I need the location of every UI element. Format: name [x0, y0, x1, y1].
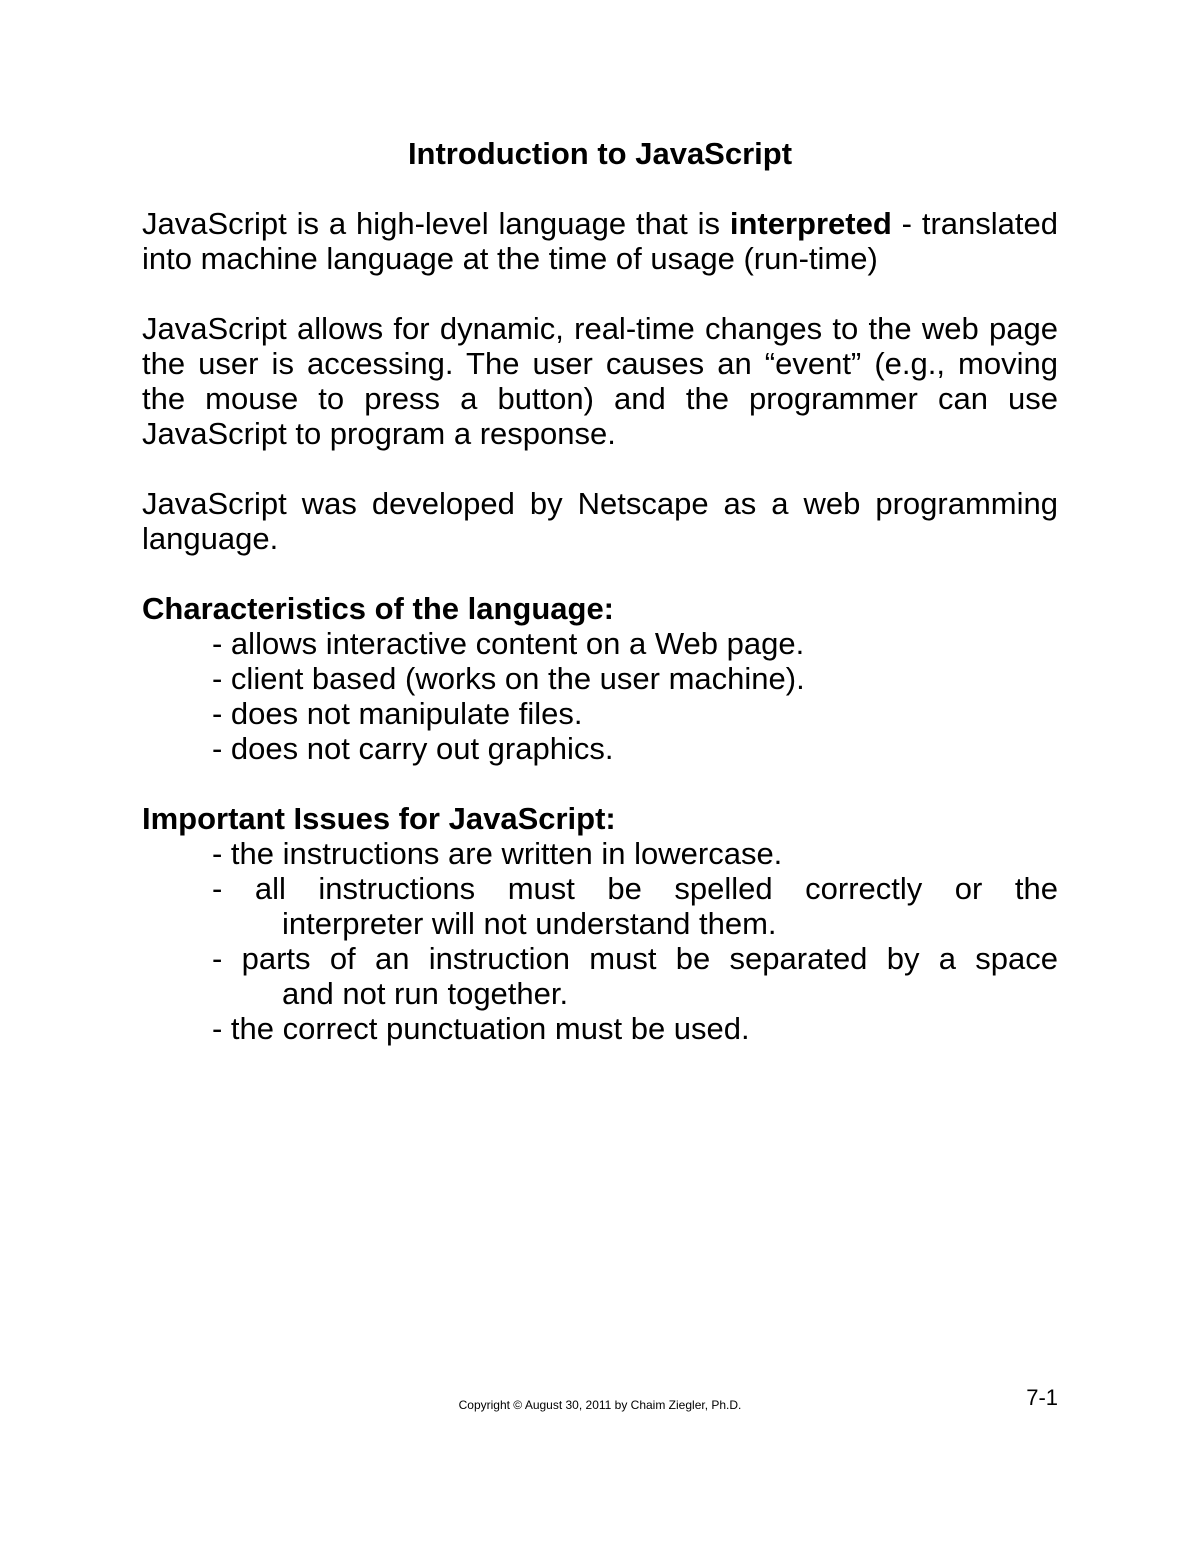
characteristics-list: [142, 626, 1058, 766]
list-item-text: - all instructions must be spelled correctly or the: [212, 871, 1058, 906]
copyright-notice: Copyright © August 30, 2011 by Chaim Ziegler, Ph.D.: [458, 1398, 742, 1412]
list-item: [142, 871, 1058, 941]
list-item: - allows interactive content on a Web page.: [212, 626, 805, 661]
page-title: Introduction to JavaScript: [407, 136, 793, 171]
list-item: - does not manipulate files.: [212, 696, 583, 731]
list-item-text: - parts of an instruction must be separated by a space: [212, 941, 1058, 976]
issues-list: [142, 836, 1058, 1046]
list-item: [142, 1011, 1058, 1046]
list-item: - client based (works on the user machine).: [212, 661, 805, 696]
paragraph-netscape: JavaScript was developed by Netscape as a web programming language.: [142, 486, 1058, 556]
paragraph-dynamic: JavaScript allows for dynamic, real-time changes to the web page the user is accessing. The user causes an “event” (e.g., moving the mouse to press a button) and the programmer can use JavaScript to program a response.: [142, 311, 1058, 451]
list-item-text: - the correct punctuation must be used.: [212, 1011, 750, 1046]
list-item-continuation: interpreter will not understand them.: [282, 906, 777, 941]
paragraph-interpreted-post: - translated into machine language at the time of usage (run-time): [142, 206, 1058, 276]
document-page: [142, 136, 1058, 1081]
list-item: [142, 836, 1058, 871]
paragraph-interpreted: [142, 206, 1058, 276]
page-number: 7-1: [1026, 1385, 1058, 1410]
list-item: [142, 941, 1058, 1011]
term-interpreted: interpreted: [729, 206, 892, 241]
list-item-text: - the instructions are written in lowercase.: [212, 836, 783, 871]
characteristics-heading: Characteristics of the language:: [142, 591, 615, 626]
list-item-continuation: and not run together.: [282, 976, 569, 1011]
paragraph-interpreted-pre: JavaScript is a high-level language that is: [142, 206, 730, 241]
issues-heading: Important Issues for JavaScript:: [142, 801, 616, 836]
list-item: - does not carry out graphics.: [212, 731, 614, 766]
